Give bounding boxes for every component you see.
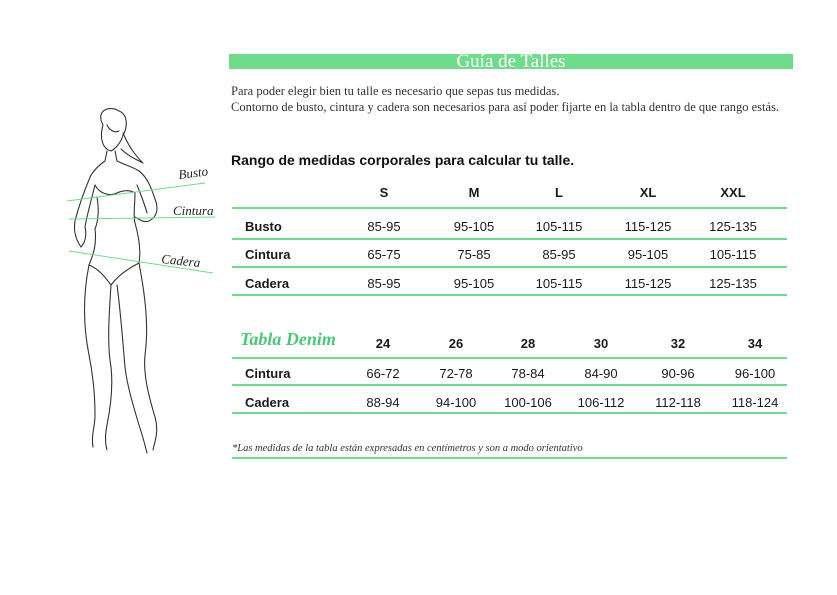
column-header: 26 — [448, 336, 464, 351]
table-rule — [232, 238, 787, 240]
column-header: XL — [639, 185, 657, 200]
table-cell: 66-72 — [366, 366, 400, 381]
row-label: Cadera — [245, 276, 290, 291]
table-rule — [232, 294, 787, 296]
row-label: Cintura — [245, 247, 291, 262]
table-cell: 85-95 — [367, 276, 401, 291]
table-cell: 96-100 — [734, 366, 776, 381]
table-cell: 65-75 — [367, 247, 401, 262]
page-title: Guía de Talles — [456, 51, 566, 72]
table-cell: 90-96 — [661, 366, 695, 381]
column-header: XXL — [720, 185, 746, 200]
intro-line-1: Para poder elegir bien tu talle es necesario que sepas tus medidas. — [231, 84, 560, 98]
table-cell: 115-125 — [624, 276, 672, 291]
column-header: 30 — [593, 336, 609, 351]
table-cell: 100-106 — [504, 395, 552, 410]
table-cell: 125-135 — [709, 219, 757, 234]
table-cell: 95-105 — [453, 219, 495, 234]
column-header: S — [379, 185, 389, 200]
table-cell: 125-135 — [709, 276, 757, 291]
table-cell: 85-95 — [367, 219, 401, 234]
table-rule — [232, 266, 787, 268]
body-figure-illustration — [55, 105, 225, 460]
table-cell: 95-105 — [627, 247, 669, 262]
table-cell: 94-100 — [435, 395, 477, 410]
row-label: Busto — [245, 219, 282, 234]
column-header: L — [555, 185, 563, 200]
busto-label: Busto — [177, 163, 209, 182]
denim-table-title: Tabla Denim — [240, 329, 336, 349]
table-cell: 88-94 — [366, 395, 400, 410]
intro-text — [231, 84, 791, 115]
body-table-heading: Rango de medidas corporales para calcular tu talle. — [231, 152, 575, 168]
table-cell: 105-115 — [535, 219, 583, 234]
table-rule — [232, 207, 787, 209]
cadera-label: Cadera — [160, 251, 202, 271]
column-header: M — [468, 185, 480, 200]
column-header: 34 — [747, 336, 763, 351]
column-header: 28 — [520, 336, 536, 351]
table-cell: 112-118 — [655, 395, 701, 410]
table-cell: 115-125 — [624, 219, 672, 234]
table-cell: 78-84 — [511, 366, 545, 381]
table-cell: 118-124 — [731, 395, 779, 410]
intro-line-2: Contorno de busto, cintura y cadera son necesarios para así poder fijarte en la tabla dentro de que rango estás. — [231, 99, 780, 114]
row-label: Cadera — [245, 395, 290, 410]
column-header: 32 — [670, 336, 686, 351]
table-cell: 85-95 — [542, 247, 576, 262]
row-label: Cintura — [245, 366, 291, 381]
column-header: 24 — [375, 336, 391, 351]
footnote: *Las medidas de la tabla están expresadas en centímetros y son a modo orientativo — [232, 443, 583, 454]
table-cell: 105-115 — [709, 247, 757, 262]
table-rule — [232, 384, 787, 386]
cintura-label: Cintura — [173, 203, 214, 218]
table-cell: 106-112 — [577, 395, 625, 410]
table-rule — [232, 357, 787, 359]
table-cell: 95-105 — [453, 276, 495, 291]
table-rule — [232, 412, 787, 414]
table-cell: 84-90 — [584, 366, 618, 381]
footnote-rule — [232, 457, 787, 459]
table-cell: 72-78 — [439, 366, 473, 381]
table-cell: 105-115 — [535, 276, 583, 291]
table-cell: 75-85 — [457, 247, 491, 262]
